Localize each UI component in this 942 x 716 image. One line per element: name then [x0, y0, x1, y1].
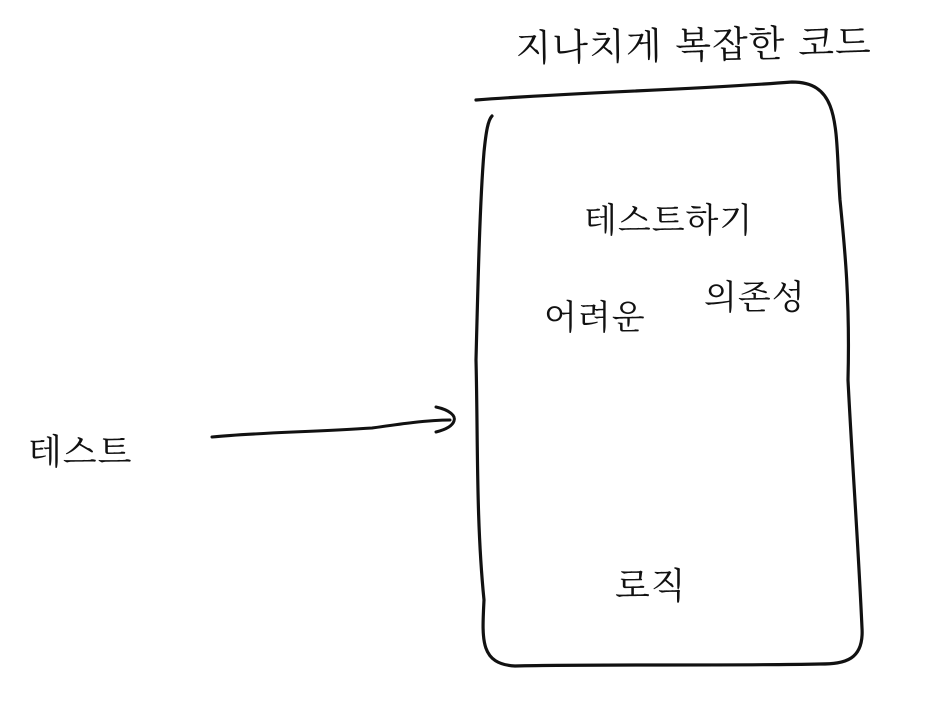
- difficult-label: 어려운: [544, 298, 646, 338]
- complex-code-title: 지나치게 복잡한 코드: [515, 20, 873, 70]
- arrow-shaft: [212, 420, 450, 437]
- hard-to-test-label: 테스트하기: [584, 201, 754, 241]
- logic-label: 로직: [615, 566, 687, 607]
- test-label: 테스트: [28, 433, 133, 473]
- dependency-label: 의존성: [704, 278, 806, 318]
